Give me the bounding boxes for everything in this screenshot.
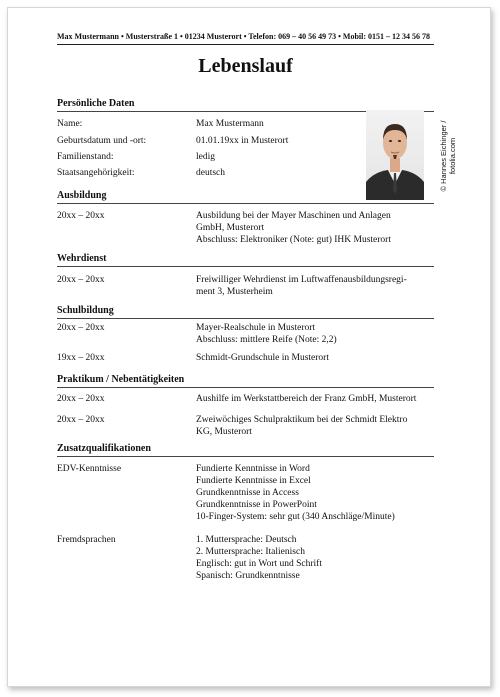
- photo-credit-line: © Hannes Eichinger /: [439, 120, 448, 192]
- personal-label-nationality: Staatsangehörigkeit:: [57, 168, 135, 178]
- school-value-1: [196, 352, 426, 364]
- education-value-0: [196, 210, 426, 246]
- school-label-0: 20xx – 20xx: [57, 323, 105, 333]
- value-line: Abschluss: Elektroniker (Note: gut) IHK Musterort: [196, 235, 391, 245]
- value-line: Max Mustermann: [196, 119, 264, 129]
- internship-label-1: 20xx – 20xx: [57, 415, 105, 425]
- qualifications-value-0: [196, 463, 426, 523]
- value-line: ledig: [196, 152, 215, 162]
- school-value-0: [196, 322, 426, 346]
- value-line: Schmidt-Grundschule in Musterort: [196, 353, 329, 363]
- qualifications-label-1: Fremdsprachen: [57, 535, 116, 545]
- section-title-internship: Praktikum / Nebentätigkeiten: [57, 374, 434, 388]
- school-label-1: 19xx – 20xx: [57, 353, 105, 363]
- military-value-0: [196, 274, 426, 298]
- internship-label-0: 20xx – 20xx: [57, 394, 105, 404]
- value-line: Freiwilliger Wehrdienst im Luftwaffenausbildungsregi-: [196, 275, 407, 285]
- value-line: KG, Musterort: [196, 427, 252, 437]
- qualifications-label-0: EDV-Kenntnisse: [57, 464, 122, 474]
- personal-label-name: Name:: [57, 119, 83, 129]
- photo-credit-line: fotolia.com: [448, 137, 457, 175]
- value-line: Grundkenntnisse in PowerPoint: [196, 500, 317, 510]
- value-line: Mayer-Realschule in Musterort: [196, 323, 316, 333]
- value-line: deutsch: [196, 168, 226, 178]
- internship-value-1: [196, 414, 426, 438]
- section-title-qualifications: Zusatzqualifikationen: [57, 443, 434, 457]
- contact-header: Max Mustermann • Musterstraße 1 • 01234 Musterort • Telefon: 069 – 40 56 49 73 • Mobil: 0151 – 12 34 56 78: [57, 32, 431, 41]
- value-line: 10-Finger-System: sehr gut (340 Anschläge/Minute): [196, 512, 395, 522]
- section-title-military: Wehrdienst: [57, 253, 434, 267]
- header-divider: [57, 44, 434, 45]
- personal-label-birth: Geburtsdatum und -ort:: [57, 136, 147, 146]
- value-line: Zweiwöchiges Schulpraktikum bei der Schmidt Elektro: [196, 415, 408, 425]
- document-title: Lebenslauf: [198, 55, 293, 77]
- value-line: Fundierte Kenntnisse in Excel: [196, 476, 311, 486]
- internship-value-0: [196, 393, 426, 405]
- value-line: Fundierte Kenntnisse in Word: [196, 464, 310, 474]
- section-title-personal: Persönliche Daten: [57, 98, 434, 112]
- portrait-illustration: [366, 110, 424, 200]
- section-title-school: Schulbildung: [57, 305, 434, 319]
- personal-label-marital: Familienstand:: [57, 152, 114, 162]
- value-line: 01.01.19xx in Musterort: [196, 136, 289, 146]
- value-line: Spanisch: Grundkenntnisse: [196, 571, 300, 581]
- value-line: ment 3, Musterheim: [196, 287, 273, 297]
- value-line: Aushilfe im Werkstattbereich der Franz GmbH, Musterort: [196, 394, 417, 404]
- value-line: 1. Muttersprache: Deutsch: [196, 535, 297, 545]
- section-title-education: Ausbildung: [57, 190, 434, 204]
- education-label-0: 20xx – 20xx: [57, 211, 105, 221]
- military-label-0: 20xx – 20xx: [57, 275, 105, 285]
- value-line: GmbH, Musterort: [196, 223, 265, 233]
- value-line: Grundkenntnisse in Access: [196, 488, 299, 498]
- qualifications-value-1: [196, 534, 426, 582]
- photo-credit: [436, 110, 460, 202]
- applicant-photo: [366, 110, 424, 200]
- value-line: 2. Muttersprache: Italienisch: [196, 547, 305, 557]
- value-line: Abschluss: mittlere Reife (Note: 2,2): [196, 335, 337, 345]
- value-line: Englisch: gut in Wort und Schrift: [196, 559, 322, 569]
- value-line: Ausbildung bei der Mayer Maschinen und Anlagen: [196, 211, 391, 221]
